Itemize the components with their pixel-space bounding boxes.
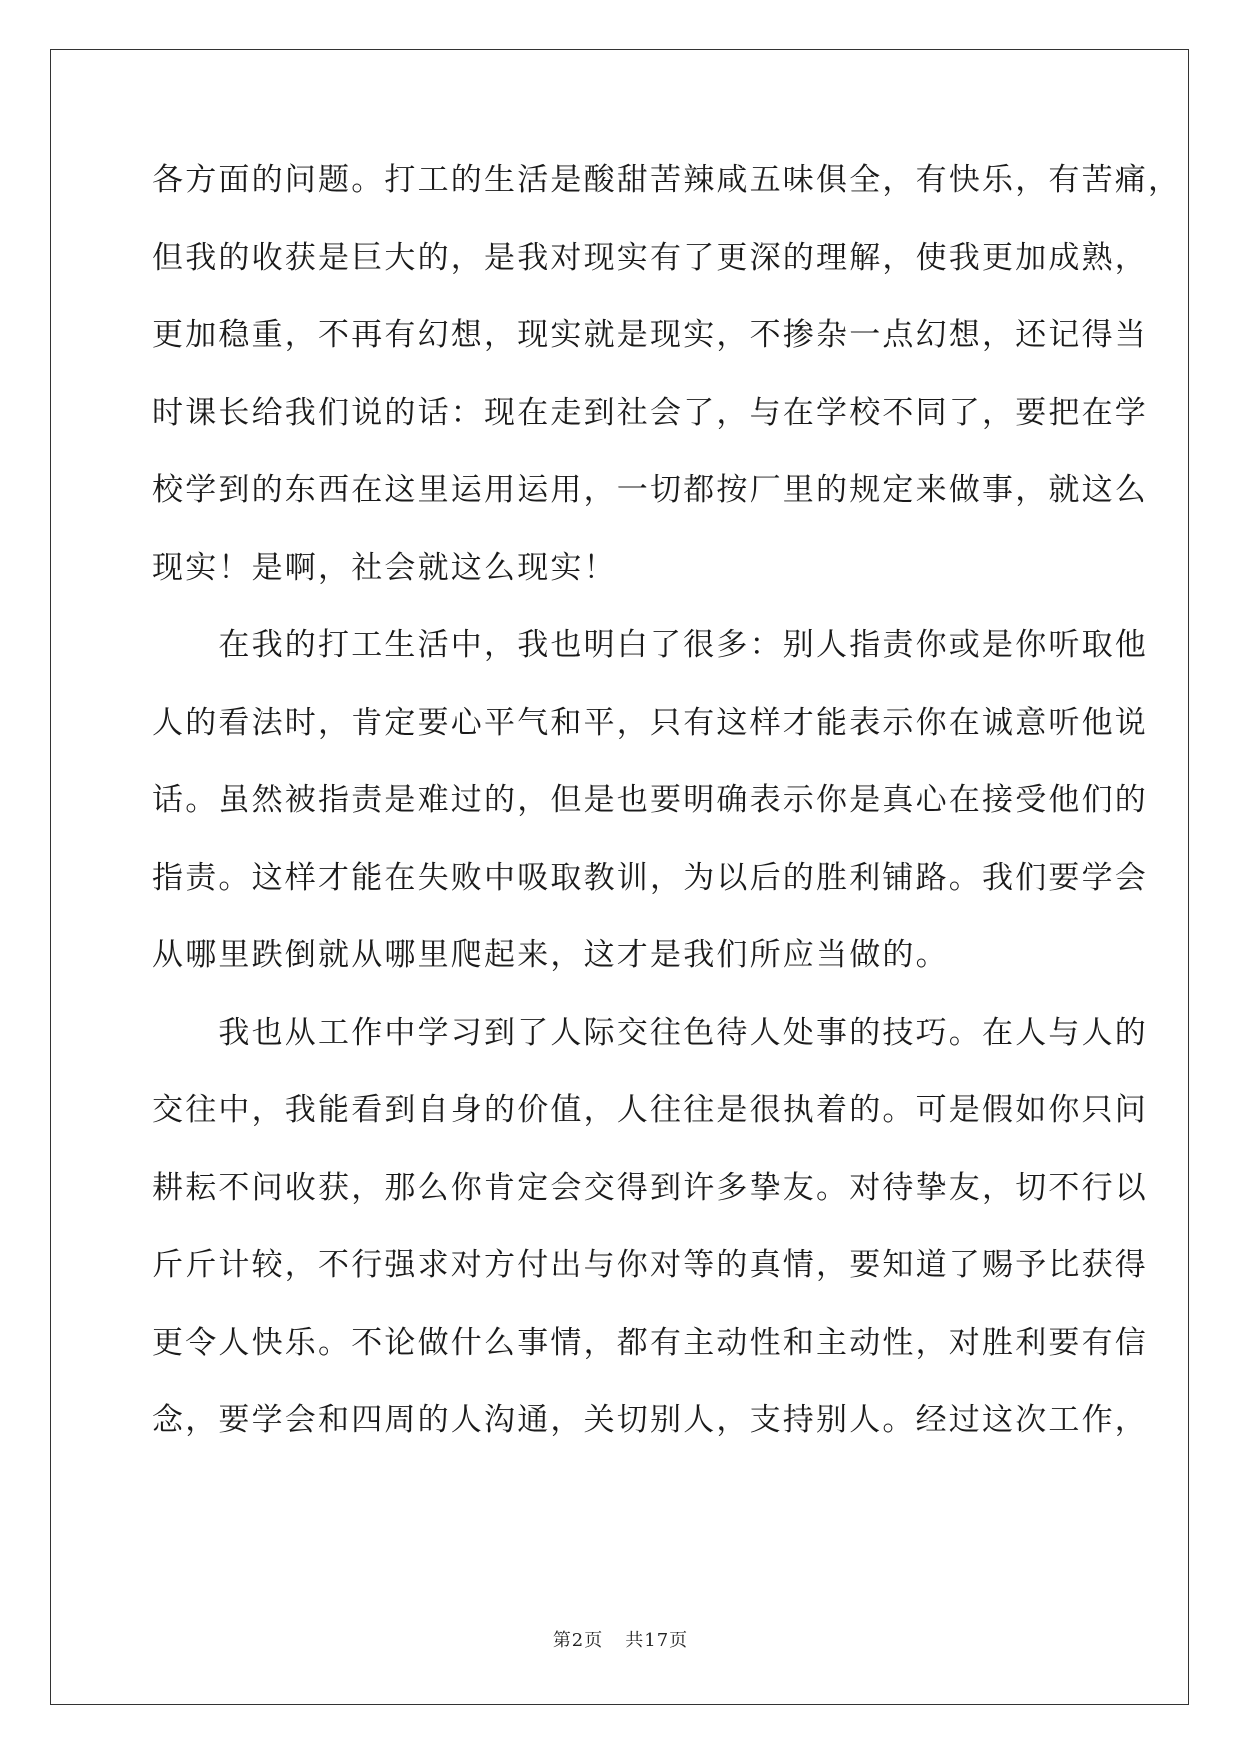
text-line: 人的看法时，肯定要心平气和平，只有这样才能表示你在诚意听他说 <box>152 704 1148 741</box>
text-line: 各方面的问题。打工的生活是酸甜苦辣咸五味俱全，有快乐，有苦痛， <box>152 162 1182 198</box>
page-number: 第2页 <box>552 1630 604 1651</box>
text-line: 在我的打工生活中，我也明白了很多：别人指责你或是你听取他 <box>152 627 1148 663</box>
text-line: 耕耘不问收获，那么你肯定会交得到许多挚友。对待挚友，切不行以 <box>152 1169 1148 1206</box>
text-line: 现实！是啊，社会就这么现实！ <box>152 549 617 586</box>
page-total: 共17页 <box>625 1630 689 1651</box>
text-line: 更令人快乐。不论做什么事情，都有主动性和主动性，对胜利要有信 <box>152 1324 1148 1361</box>
page-footer <box>0 1626 1241 1652</box>
text-line: 时课长给我们说的话：现在走到社会了，与在学校不同了，要把在学 <box>152 394 1148 431</box>
text-line: 斤斤计较，不行强求对方付出与你对等的真情，要知道了赐予比获得 <box>152 1247 1148 1283</box>
text-line: 更加稳重，不再有幻想，现实就是现实，不掺杂一点幻想，还记得当 <box>152 317 1148 353</box>
text-line: 校学到的东西在这里运用运用，一切都按厂里的规定来做事，就这么 <box>152 472 1148 508</box>
text-line: 从哪里跌倒就从哪里爬起来，这才是我们所应当做的。 <box>152 937 949 973</box>
text-line: 交往中，我能看到自身的价值，人往往是很执着的。可是假如你只问 <box>152 1092 1148 1128</box>
text-line: 念，要学会和四周的人沟通，关切别人，支持别人。经过这次工作， <box>152 1402 1148 1438</box>
text-line: 话。虽然被指责是难过的，但是也要明确表示你是真心在接受他们的 <box>152 782 1148 818</box>
text-line: 我也从工作中学习到了人际交往色待人处事的技巧。在人与人的 <box>152 1014 1148 1051</box>
text-line: 指责。这样才能在失败中吸取教训，为以后的胜利铺路。我们要学会 <box>152 859 1148 896</box>
document-body <box>152 160 1182 1478</box>
text-line: 但我的收获是巨大的，是我对现实有了更深的理解，使我更加成熟， <box>152 239 1148 276</box>
